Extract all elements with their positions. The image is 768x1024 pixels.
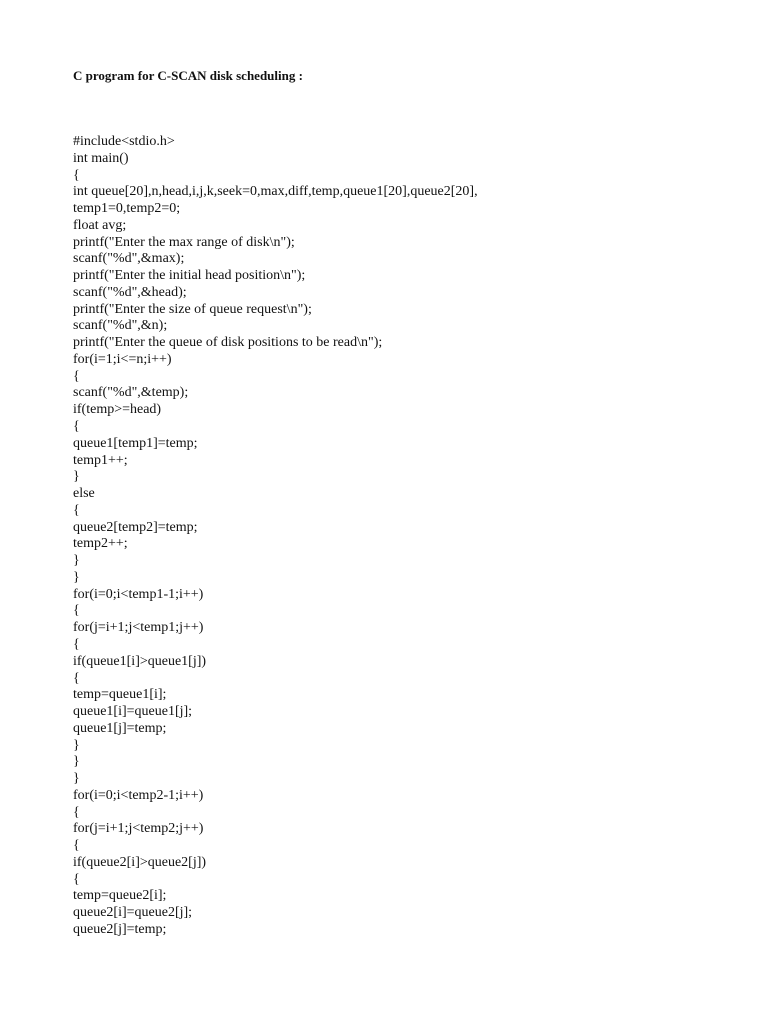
- code-line: {: [73, 603, 80, 619]
- code-line: scanf("%d",&head);: [73, 284, 187, 300]
- code-line: {: [73, 167, 80, 183]
- code-line: printf("Enter the max range of disk\n");: [73, 234, 295, 250]
- code-line: else: [73, 486, 95, 502]
- code-line: {: [73, 804, 80, 820]
- code-line: queue2[temp2]=temp;: [73, 519, 198, 535]
- document-title: C program for C-SCAN disk scheduling :: [73, 68, 303, 83]
- code-line: queue1[temp1]=temp;: [73, 435, 198, 451]
- code-line: printf("Enter the queue of disk positions to be read\n");: [73, 335, 383, 351]
- code-line: int queue[20],n,head,i,j,k,seek=0,max,diff,temp,queue1[20],queue2[20],: [73, 184, 478, 200]
- code-line: for(i=0;i<temp1-1;i++): [73, 586, 204, 602]
- code-line: temp=queue2[i];: [73, 888, 167, 904]
- code-line: }: [73, 771, 80, 787]
- code-line: queue2[j]=temp;: [73, 921, 167, 937]
- code-line: #include<stdio.h>: [73, 134, 175, 149]
- code-line: scanf("%d",&temp);: [73, 385, 189, 401]
- code-line: if(temp>=head): [73, 402, 162, 418]
- code-line: scanf("%d",&max);: [73, 251, 185, 267]
- code-line: float avg;: [73, 217, 127, 233]
- code-line: temp1++;: [73, 452, 128, 468]
- code-line: int main(): [73, 150, 129, 166]
- code-line: {: [73, 670, 80, 686]
- code-line: {: [73, 502, 80, 518]
- code-line: }: [73, 569, 80, 585]
- code-line: if(queue2[i]>queue2[j]): [73, 854, 207, 870]
- code-line: printf("Enter the size of queue request\n");: [73, 301, 312, 317]
- code-line: for(i=1;i<=n;i++): [73, 351, 172, 367]
- code-line: {: [73, 636, 80, 652]
- code-line: queue1[i]=queue1[j];: [73, 704, 193, 720]
- code-line: for(j=i+1;j<temp1;j++): [73, 620, 204, 636]
- code-line: for(i=0;i<temp2-1;i++): [73, 787, 204, 803]
- code-line: }: [73, 737, 80, 753]
- code-line: }: [73, 754, 80, 770]
- code-line: }: [73, 469, 80, 485]
- code-line: scanf("%d",&n);: [73, 318, 168, 334]
- code-line: queue2[i]=queue2[j];: [73, 905, 193, 921]
- code-line: for(j=i+1;j<temp2;j++): [73, 821, 204, 837]
- code-line: temp=queue1[i];: [73, 687, 167, 703]
- code-line: {: [73, 368, 80, 384]
- code-listing: [73, 134, 753, 939]
- code-line: temp1=0,temp2=0;: [73, 201, 181, 217]
- code-line: }: [73, 553, 80, 569]
- code-line: temp2++;: [73, 536, 128, 552]
- code-line: {: [73, 838, 80, 854]
- code-line: if(queue1[i]>queue1[j]): [73, 653, 207, 669]
- code-line: printf("Enter the initial head position\n");: [73, 268, 306, 284]
- code-line: queue1[j]=temp;: [73, 720, 167, 736]
- code-line: {: [73, 419, 80, 435]
- code-line: {: [73, 871, 80, 887]
